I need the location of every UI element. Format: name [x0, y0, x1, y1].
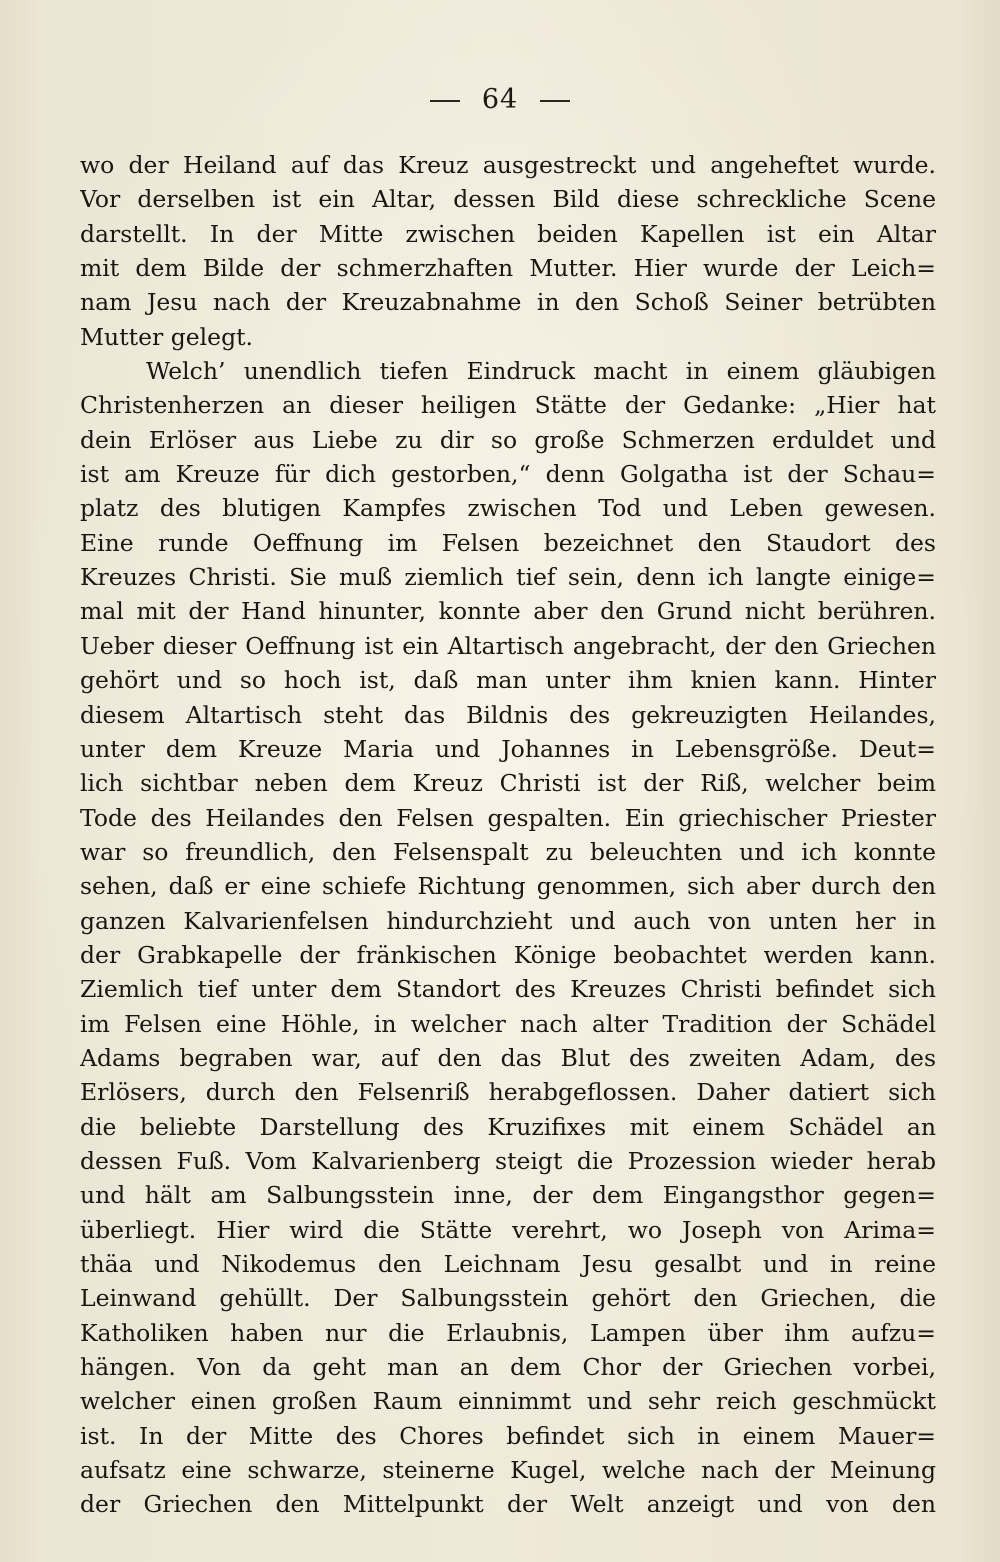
text-line: platz des blutigen Kampfes zwischen Tod und Leben gewesen.	[80, 494, 936, 523]
text-line: ist am Kreuze für dich gestorben,“ denn Golgatha ist der Schau=	[80, 460, 936, 489]
text-line: unter dem Kreuze Maria und Johannes in Lebensgröße. Deut=	[80, 734, 936, 763]
text-line: Welch’ unendlich tiefen Eindruck macht in einem gläubigen	[146, 357, 936, 386]
text-line: sehen, daß er eine schiefe Richtung genommen, sich aber durch den	[80, 872, 936, 901]
text-line: ganzen Kalvarienfelsen hindurchzieht und auch von unten her in	[80, 906, 936, 935]
text-line: der Griechen den Mittelpunkt der Welt anzeigt und von den	[80, 1490, 936, 1519]
page-number: 64	[481, 84, 519, 115]
text-line: Ziemlich tief unter dem Standort des Kreuzes Christi befindet sich	[80, 975, 936, 1004]
text-line: Kreuzes Christi. Sie muß ziemlich tief sein, denn ich langte einige=	[80, 563, 936, 592]
text-line: Katholiken haben nur die Erlaubnis, Lampen über ihm aufzu=	[80, 1318, 936, 1347]
text-line: welcher einen großen Raum einnimmt und sehr reich geschmückt	[80, 1387, 936, 1416]
text-line: mit dem Bilde der schmerzhaften Mutter. Hier wurde der Leich=	[80, 254, 936, 283]
text-line: wo der Heiland auf das Kreuz ausgestreckt und angeheftet wurde.	[80, 151, 936, 179]
text-line: Leinwand gehüllt. Der Salbungsstein gehört den Griechen, die	[80, 1284, 936, 1313]
text-line: nam Jesu nach der Kreuzabnahme in den Schoß Seiner betrübten	[80, 288, 936, 317]
text-line: hängen. Von da geht man an dem Chor der Griechen vorbei,	[80, 1353, 936, 1382]
header-dash-left	[430, 100, 460, 102]
text-line: Mutter gelegt.	[80, 322, 254, 351]
text-line: Adams begraben war, auf den das Blut des zweiten Adam, des	[80, 1043, 936, 1072]
text-line: mal mit der Hand hinunter, konnte aber den Grund nicht berühren.	[80, 597, 936, 626]
text-line: gehört und so hoch ist, daß man unter ihm knien kann. Hinter	[80, 666, 936, 695]
text-line: diesem Altartisch steht das Bildnis des gekreuzigten Heilandes,	[80, 700, 936, 729]
text-line: war so freundlich, den Felsenspalt zu beleuchten und ich konnte	[80, 837, 936, 866]
text-line: dessen Fuß. Vom Kalvarienberg steigt die Prozession wieder herab	[80, 1146, 936, 1175]
text-line: Erlösers, durch den Felsenriß herabgeflossen. Daher datiert sich	[80, 1078, 936, 1107]
text-line: überliegt. Hier wird die Stätte verehrt, wo Joseph von Arima=	[80, 1215, 936, 1244]
text-line: die beliebte Darstellung des Kruzifixes mit einem Schädel an	[80, 1112, 936, 1141]
text-line: Eine runde Oeffnung im Felsen bezeichnet den Staudort des	[80, 528, 936, 557]
text-line: Christenherzen an dieser heiligen Stätte der Gedanke: „Hier hat	[80, 391, 936, 420]
text-line: Tode des Heilandes den Felsen gespalten. Ein griechischer Priester	[80, 803, 936, 832]
text-line: der Grabkapelle der fränkischen Könige beobachtet werden kann.	[80, 940, 936, 969]
header-dash-right	[540, 100, 570, 102]
text-line: aufsatz eine schwarze, steinerne Kugel, welche nach der Meinung	[80, 1456, 936, 1485]
text-line: Vor derselben ist ein Altar, dessen Bild diese schreckliche Scene	[80, 185, 936, 214]
text-line: thäa und Nikodemus den Leichnam Jesu gesalbt und in reine	[80, 1250, 936, 1278]
body-text	[80, 148, 936, 1522]
text-line: dein Erlöser aus Liebe zu dir so große Schmerzen erduldet und	[80, 425, 936, 454]
text-line: im Felsen eine Höhle, in welcher nach alter Tradition der Schädel	[80, 1009, 936, 1038]
text-line: lich sichtbar neben dem Kreuz Christi ist der Riß, welcher beim	[80, 769, 936, 798]
text-line: Ueber dieser Oeffnung ist ein Altartisch angebracht, der den Griechen	[80, 631, 936, 660]
text-line: darstellt. In der Mitte zwischen beiden Kapellen ist ein Altar	[80, 219, 936, 248]
text-line: und hält am Salbungsstein inne, der dem Eingangsthor gegen=	[80, 1181, 936, 1210]
page-header	[0, 84, 1000, 115]
text-line: ist. In der Mitte des Chores befindet sich in einem Mauer=	[80, 1421, 936, 1450]
